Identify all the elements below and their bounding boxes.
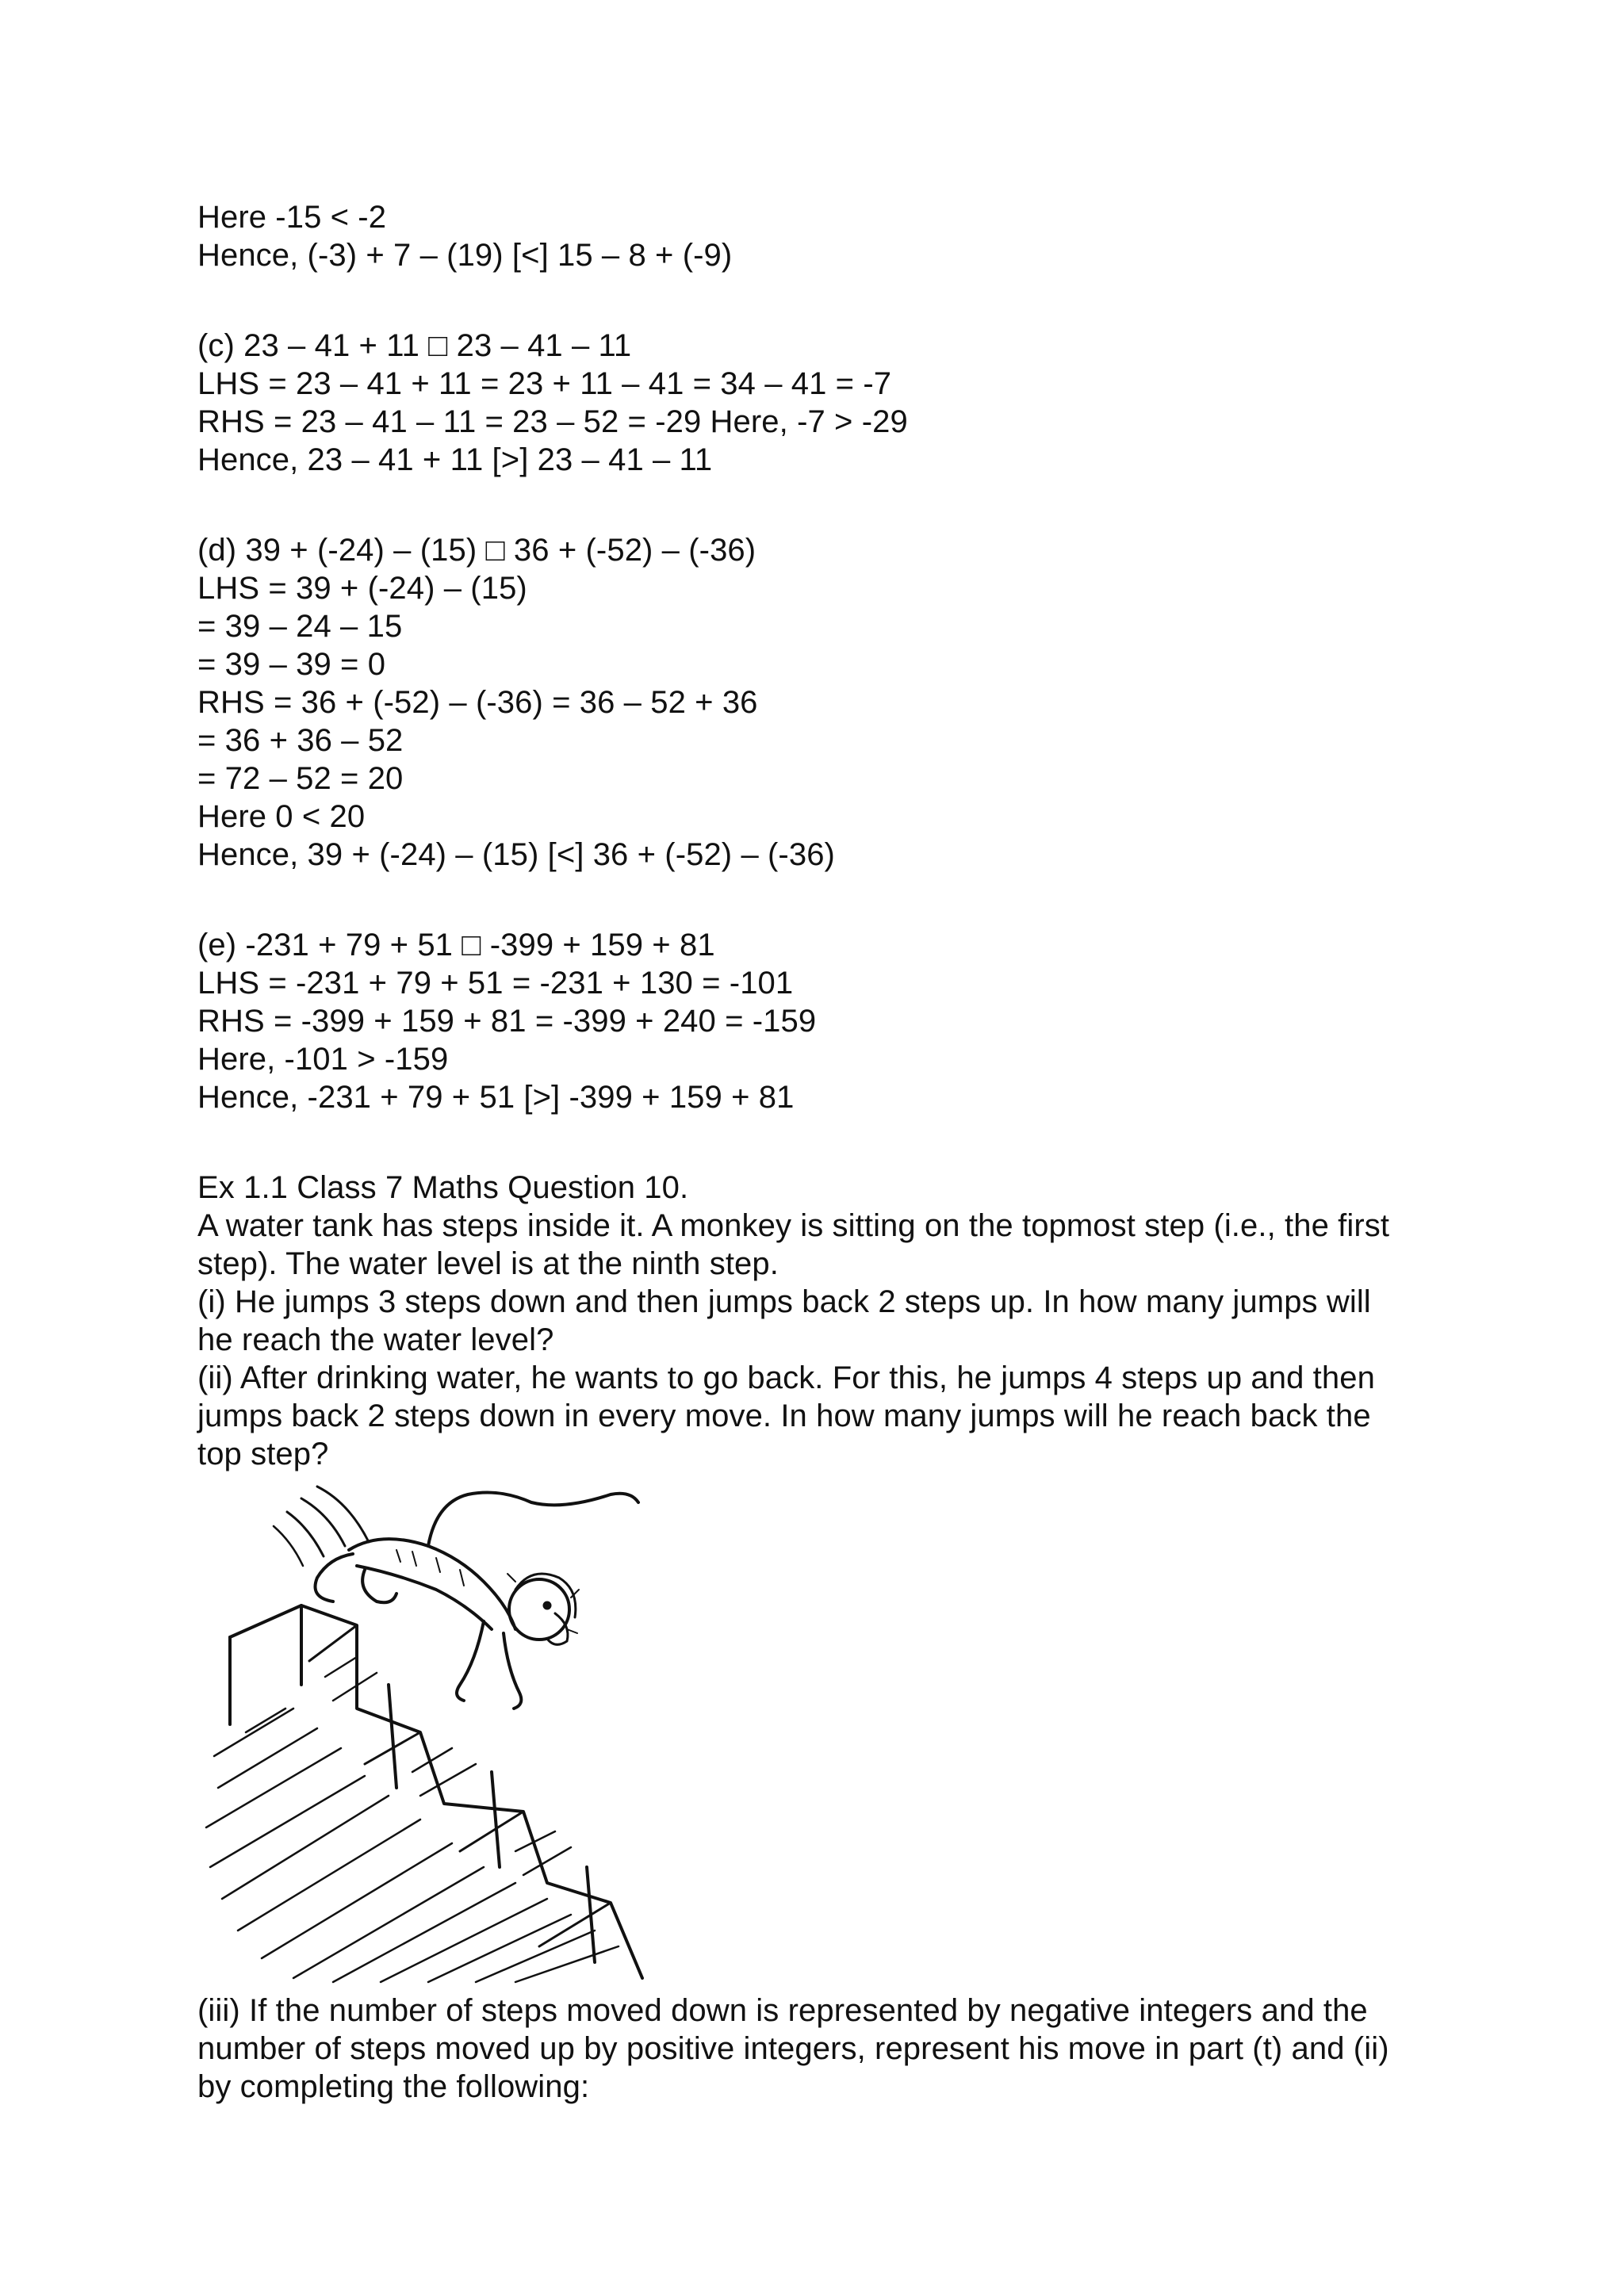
monkey-steps-illustration [198, 1471, 706, 1986]
text-line: number of steps moved up by positive integers, represent his move in part (t) and (ii) [197, 2031, 1389, 2066]
text-line: RHS = 36 + (-52) – (-36) = 36 – 52 + 36 [197, 685, 758, 720]
text-line: Hence, (-3) + 7 – (19) [<] 15 – 8 + (-9) [197, 238, 733, 273]
text-line: Hence, -231 + 79 + 51 [>] -399 + 159 + 81 [197, 1080, 795, 1115]
text-line: Hence, 23 – 41 + 11 [>] 23 – 41 – 11 [197, 442, 713, 477]
text-line: (c) 23 – 41 + 11 □ 23 – 41 – 11 [197, 328, 632, 363]
text-line: = 39 – 24 – 15 [197, 609, 403, 644]
text-line: (e) -231 + 79 + 51 □ -399 + 159 + 81 [197, 928, 715, 962]
text-line: RHS = -399 + 159 + 81 = -399 + 240 = -159 [197, 1004, 817, 1039]
text-line: RHS = 23 – 41 – 11 = 23 – 52 = -29 Here, -7 > -29 [197, 404, 908, 439]
text-line: he reach the water level? [197, 1322, 554, 1357]
text-line: step). The water level is at the ninth step. [197, 1246, 779, 1281]
text-line: A water tank has steps inside it. A monkey is sitting on the topmost step (i.e., the first [197, 1208, 1390, 1243]
text-line: by completing the following: [197, 2069, 590, 2104]
text-line: = 39 – 39 = 0 [197, 647, 386, 682]
text-line: = 36 + 36 – 52 [197, 723, 404, 758]
text-line: top step? [197, 1437, 329, 1471]
text-line: Here 0 < 20 [197, 799, 366, 834]
text-line: LHS = 23 – 41 + 11 = 23 + 11 – 41 = 34 – 41 = -7 [197, 366, 892, 401]
text-line: = 72 – 52 = 20 [197, 761, 404, 796]
text-line: (iii) If the number of steps moved down is represented by negative integers and the [197, 1993, 1368, 2028]
text-line: Here -15 < -2 [197, 200, 387, 235]
text-line: Here, -101 > -159 [197, 1042, 449, 1077]
text-line: jumps back 2 steps down in every move. In how many jumps will he reach back the [197, 1399, 1371, 1433]
text-line: (ii) After drinking water, he wants to go back. For this, he jumps 4 steps up and then [197, 1360, 1375, 1395]
text-line: Hence, 39 + (-24) – (15) [<] 36 + (-52) – (-36) [197, 837, 835, 872]
text-line: LHS = 39 + (-24) – (15) [197, 571, 527, 606]
text-line: (d) 39 + (-24) – (15) □ 36 + (-52) – (-36) [197, 533, 756, 568]
text-line: LHS = -231 + 79 + 51 = -231 + 130 = -101 [197, 966, 794, 1001]
text-line: (i) He jumps 3 steps down and then jumps back 2 steps up. In how many jumps will [197, 1284, 1371, 1319]
question-heading: Ex 1.1 Class 7 Maths Question 10. [197, 1170, 689, 1205]
